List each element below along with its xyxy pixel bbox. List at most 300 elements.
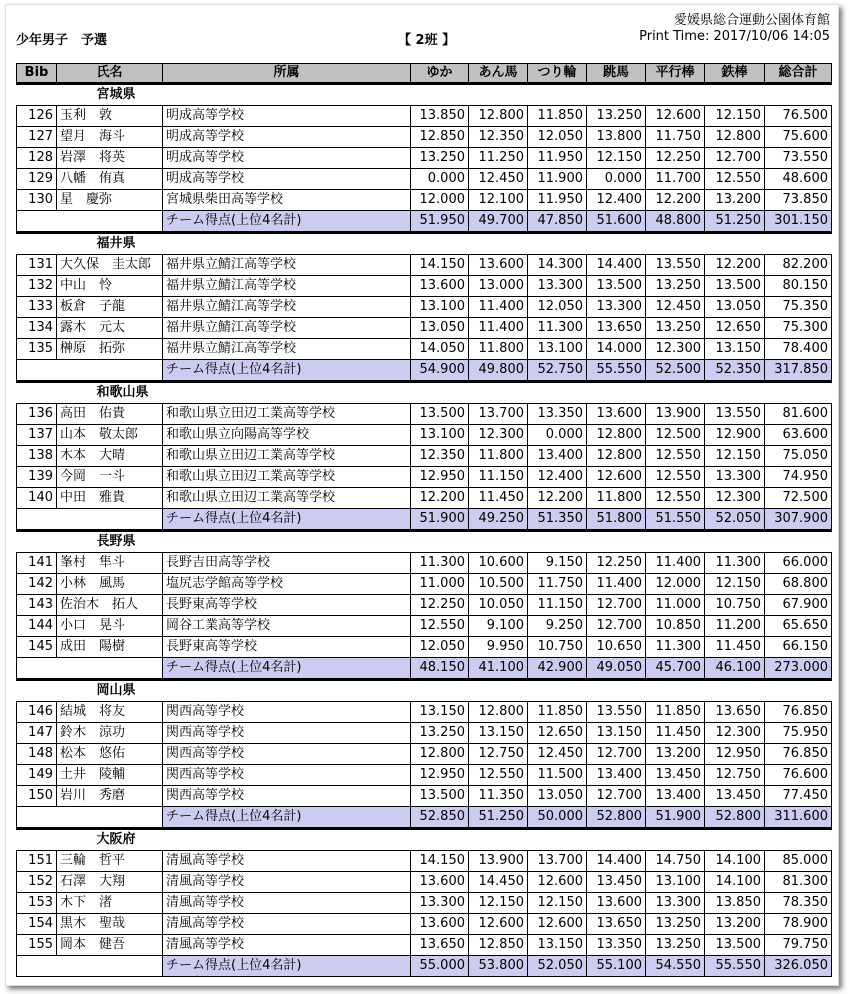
athlete-score: 11.750: [646, 127, 705, 148]
athlete-total: 72.500: [765, 488, 832, 509]
athlete-score: 13.350: [587, 935, 646, 956]
athlete-name: 玉利 敦: [57, 106, 163, 127]
athlete-score: 11.350: [469, 786, 528, 807]
athlete-score: 13.200: [705, 914, 765, 935]
athlete-score: 13.300: [646, 893, 705, 914]
athlete-score: 12.550: [646, 446, 705, 467]
athlete-name: 小口 晃斗: [57, 616, 163, 637]
athlete-score: 11.400: [587, 574, 646, 595]
athlete-score: 12.400: [528, 467, 587, 488]
print-time: Print Time: 2017/10/06 14:05: [639, 29, 830, 44]
team-score: 55.550: [705, 956, 765, 977]
team-score: 53.800: [469, 956, 528, 977]
athlete-row: [17, 404, 832, 425]
team-row-spacer: [17, 956, 163, 977]
group-label: 【 2班 】: [398, 33, 456, 48]
athlete-total: 78.350: [765, 893, 832, 914]
athlete-score: 13.000: [469, 276, 528, 297]
athlete-score: 12.150: [705, 446, 765, 467]
athlete-name: 岩川 秀磨: [57, 786, 163, 807]
athlete-score: 11.850: [646, 702, 705, 723]
athlete-total: 75.950: [765, 723, 832, 744]
team-score: 52.050: [705, 509, 765, 531]
athlete-name: 木本 大晴: [57, 446, 163, 467]
athlete-score: 9.250: [528, 616, 587, 637]
athlete-name: 高田 佑貴: [57, 404, 163, 425]
athlete-school: 明成高等学校: [163, 127, 411, 148]
athlete-score: 13.100: [528, 339, 587, 360]
team-score: 52.800: [587, 807, 646, 829]
athlete-total: 79.750: [765, 935, 832, 956]
prefecture-spacer: [17, 382, 57, 404]
athlete-total: 74.950: [765, 467, 832, 488]
athlete-name: 石澤 大翔: [57, 872, 163, 893]
athlete-score: 12.700: [705, 148, 765, 169]
athlete-school: 和歌山県立田辺工業高等学校: [163, 467, 411, 488]
team-score-row: [17, 956, 832, 977]
athlete-score: 12.600: [528, 872, 587, 893]
athlete-name: 望月 海斗: [57, 127, 163, 148]
team-score: 51.550: [646, 509, 705, 531]
athlete-score: 13.150: [528, 935, 587, 956]
athlete-row: [17, 169, 832, 190]
athlete-score: 12.200: [705, 255, 765, 276]
athlete-total: 76.850: [765, 702, 832, 723]
athlete-bib: 138: [17, 446, 57, 467]
athlete-bib: 153: [17, 893, 57, 914]
athlete-school: 岡谷工業高等学校: [163, 616, 411, 637]
athlete-score: 10.750: [705, 595, 765, 616]
athlete-score: 11.850: [528, 106, 587, 127]
athlete-score: 14.450: [469, 872, 528, 893]
athlete-score: 11.400: [469, 318, 528, 339]
athlete-score: 13.500: [411, 404, 469, 425]
athlete-name: 今岡 一斗: [57, 467, 163, 488]
athlete-row: [17, 106, 832, 127]
athlete-score: 14.100: [705, 851, 765, 872]
athlete-row: [17, 467, 832, 488]
team-score: 55.000: [411, 956, 469, 977]
athlete-bib: 141: [17, 553, 57, 574]
athlete-bib: 130: [17, 190, 57, 211]
team-score: 52.750: [528, 360, 587, 382]
athlete-row: [17, 276, 832, 297]
athlete-score: 12.000: [646, 574, 705, 595]
athlete-bib: 143: [17, 595, 57, 616]
athlete-score: 0.000: [528, 425, 587, 446]
athlete-row: [17, 637, 832, 658]
athlete-total: 66.000: [765, 553, 832, 574]
athlete-score: 13.700: [528, 851, 587, 872]
athlete-row: [17, 851, 832, 872]
team-score-row: [17, 658, 832, 680]
athlete-school: 関西高等学校: [163, 702, 411, 723]
athlete-score: 13.600: [411, 914, 469, 935]
athlete-school: 福井県立鯖江高等学校: [163, 339, 411, 360]
athlete-bib: 132: [17, 276, 57, 297]
team-score: 52.850: [411, 807, 469, 829]
athlete-score: 13.100: [646, 872, 705, 893]
athlete-name: 松本 悠佑: [57, 744, 163, 765]
athlete-score: 9.950: [469, 637, 528, 658]
athlete-score: 10.500: [469, 574, 528, 595]
athlete-name: 板倉 子龍: [57, 297, 163, 318]
prefecture-row: [17, 829, 832, 851]
athlete-score: 13.050: [528, 786, 587, 807]
athlete-score: 12.650: [705, 318, 765, 339]
athlete-score: 13.600: [587, 893, 646, 914]
team-score-label: チーム得点(上位4名計): [163, 509, 411, 531]
athlete-school: 関西高等学校: [163, 723, 411, 744]
athlete-score: 12.600: [646, 106, 705, 127]
athlete-row: [17, 339, 832, 360]
athlete-total: 85.000: [765, 851, 832, 872]
col-header-vault: 跳馬: [587, 64, 646, 84]
athlete-score: 13.650: [411, 935, 469, 956]
athlete-score: 13.300: [411, 893, 469, 914]
athlete-row: [17, 488, 832, 509]
athlete-score: 14.000: [587, 339, 646, 360]
team-total: 301.150: [765, 211, 832, 233]
team-row-spacer: [17, 360, 163, 382]
team-row-spacer: [17, 658, 163, 680]
athlete-row: [17, 595, 832, 616]
team-score: 45.700: [646, 658, 705, 680]
athlete-score: 14.400: [587, 851, 646, 872]
team-score: 47.850: [528, 211, 587, 233]
team-score: 55.550: [587, 360, 646, 382]
athlete-school: 清風高等学校: [163, 851, 411, 872]
athlete-bib: 137: [17, 425, 57, 446]
athlete-score: 12.700: [587, 595, 646, 616]
athlete-total: 81.600: [765, 404, 832, 425]
team-score: 52.500: [646, 360, 705, 382]
athlete-score: 11.950: [528, 190, 587, 211]
athlete-score: 11.450: [469, 488, 528, 509]
athlete-total: 68.800: [765, 574, 832, 595]
athlete-bib: 146: [17, 702, 57, 723]
col-header-affiliation: 所属: [163, 64, 411, 84]
athlete-school: 塩尻志学館高等学校: [163, 574, 411, 595]
athlete-bib: 144: [17, 616, 57, 637]
athlete-name: 山本 敬太郎: [57, 425, 163, 446]
team-score: 48.150: [411, 658, 469, 680]
athlete-name: 大久保 圭太郎: [57, 255, 163, 276]
prefecture-spacer: [17, 233, 57, 255]
athlete-row: [17, 127, 832, 148]
athlete-score: 12.300: [469, 425, 528, 446]
athlete-score: 13.650: [587, 914, 646, 935]
team-score: 52.050: [528, 956, 587, 977]
col-header-rings: つり輪: [528, 64, 587, 84]
athlete-name: 土井 陵輔: [57, 765, 163, 786]
team-score-row: [17, 360, 832, 382]
athlete-score: 12.350: [469, 127, 528, 148]
team-score: 41.100: [469, 658, 528, 680]
team-score: 54.900: [411, 360, 469, 382]
athlete-row: [17, 616, 832, 637]
athlete-score: 12.900: [705, 425, 765, 446]
athlete-score: 11.400: [646, 553, 705, 574]
athlete-bib: 154: [17, 914, 57, 935]
athlete-score: 0.000: [587, 169, 646, 190]
col-header-name: 氏名: [57, 64, 163, 84]
athlete-score: 12.050: [528, 297, 587, 318]
prefecture-row: [17, 382, 832, 404]
team-score: 51.900: [411, 509, 469, 531]
athlete-row: [17, 744, 832, 765]
team-score-label: チーム得点(上位4名計): [163, 658, 411, 680]
team-score: 51.350: [528, 509, 587, 531]
team-score: 52.350: [705, 360, 765, 382]
athlete-bib: 139: [17, 467, 57, 488]
athlete-school: 和歌山県立田辺工業高等学校: [163, 488, 411, 509]
athlete-school: 関西高等学校: [163, 765, 411, 786]
athlete-school: 清風高等学校: [163, 893, 411, 914]
athlete-score: 10.650: [587, 637, 646, 658]
prefecture-name: 大阪府: [57, 829, 832, 851]
athlete-score: 13.250: [411, 723, 469, 744]
athlete-bib: 152: [17, 872, 57, 893]
athlete-score: 13.650: [587, 318, 646, 339]
athlete-score: 12.450: [528, 744, 587, 765]
athlete-score: 13.300: [528, 276, 587, 297]
athlete-score: 12.250: [587, 553, 646, 574]
athlete-bib: 134: [17, 318, 57, 339]
athlete-score: 12.100: [469, 190, 528, 211]
prefecture-name: 宮城県: [57, 84, 832, 106]
athlete-score: 12.150: [469, 893, 528, 914]
athlete-bib: 128: [17, 148, 57, 169]
team-score: 51.900: [646, 807, 705, 829]
athlete-score: 11.400: [469, 297, 528, 318]
athlete-score: 13.450: [705, 786, 765, 807]
athlete-school: 明成高等学校: [163, 169, 411, 190]
col-header-high-bar: 鉄棒: [705, 64, 765, 84]
athlete-school: 和歌山県立向陽高等学校: [163, 425, 411, 446]
team-total: 317.850: [765, 360, 832, 382]
athlete-score: 13.850: [411, 106, 469, 127]
athlete-score: 13.600: [411, 872, 469, 893]
athlete-school: 宮城県柴田高等学校: [163, 190, 411, 211]
athlete-score: 14.150: [411, 255, 469, 276]
athlete-score: 11.950: [528, 148, 587, 169]
prefecture-name: 和歌山県: [57, 382, 832, 404]
athlete-score: 13.550: [646, 255, 705, 276]
athlete-score: 13.800: [587, 127, 646, 148]
athlete-score: 13.300: [587, 297, 646, 318]
athlete-score: 12.450: [646, 297, 705, 318]
athlete-total: 73.850: [765, 190, 832, 211]
athlete-score: 11.300: [528, 318, 587, 339]
athlete-score: 12.850: [411, 127, 469, 148]
athlete-score: 12.600: [528, 914, 587, 935]
athlete-score: 9.100: [469, 616, 528, 637]
athlete-name: 榊原 拓弥: [57, 339, 163, 360]
team-score-label: チーム得点(上位4名計): [163, 807, 411, 829]
athlete-bib: 155: [17, 935, 57, 956]
results-table: [16, 63, 832, 977]
athlete-score: 12.000: [411, 190, 469, 211]
athlete-score: 13.600: [469, 255, 528, 276]
athlete-score: 12.850: [469, 935, 528, 956]
team-score-label: チーム得点(上位4名計): [163, 360, 411, 382]
athlete-name: 岩澤 将英: [57, 148, 163, 169]
col-header-floor: ゆか: [411, 64, 469, 84]
prefecture-row: [17, 531, 832, 553]
athlete-score: 12.950: [411, 467, 469, 488]
prefecture-spacer: [17, 531, 57, 553]
athlete-score: 14.100: [705, 872, 765, 893]
athlete-score: 11.150: [469, 467, 528, 488]
athlete-score: 12.800: [587, 446, 646, 467]
team-score: 51.250: [705, 211, 765, 233]
results-sheet: [5, 4, 839, 986]
athlete-score: 12.150: [528, 893, 587, 914]
athlete-score: 13.250: [646, 276, 705, 297]
team-score: 54.550: [646, 956, 705, 977]
team-total: 326.050: [765, 956, 832, 977]
athlete-score: 12.750: [705, 765, 765, 786]
athlete-score: 12.700: [587, 616, 646, 637]
athlete-score: 11.850: [528, 702, 587, 723]
athlete-total: 75.350: [765, 297, 832, 318]
team-score: 51.800: [587, 509, 646, 531]
athlete-score: 12.150: [705, 574, 765, 595]
athlete-score: 12.800: [587, 425, 646, 446]
athlete-score: 13.400: [587, 765, 646, 786]
prefecture-name: 福井県: [57, 233, 832, 255]
athlete-score: 13.450: [587, 872, 646, 893]
athlete-name: 峯村 隼斗: [57, 553, 163, 574]
athlete-score: 11.450: [646, 723, 705, 744]
athlete-score: 12.500: [646, 425, 705, 446]
athlete-score: 13.350: [528, 404, 587, 425]
athlete-score: 12.250: [646, 148, 705, 169]
team-total: 307.900: [765, 509, 832, 531]
athlete-row: [17, 553, 832, 574]
team-score: 46.100: [705, 658, 765, 680]
athlete-score: 14.050: [411, 339, 469, 360]
athlete-score: 12.600: [587, 467, 646, 488]
team-total: 311.600: [765, 807, 832, 829]
athlete-score: 12.700: [587, 786, 646, 807]
athlete-score: 12.200: [646, 190, 705, 211]
athlete-score: 9.150: [528, 553, 587, 574]
team-score-row: [17, 509, 832, 531]
athlete-total: 77.450: [765, 786, 832, 807]
athlete-bib: 145: [17, 637, 57, 658]
athlete-score: 10.850: [646, 616, 705, 637]
column-header-row: [17, 64, 832, 84]
team-score-label: チーム得点(上位4名計): [163, 956, 411, 977]
athlete-score: 13.550: [587, 702, 646, 723]
team-score: 49.050: [587, 658, 646, 680]
athlete-score: 13.150: [587, 723, 646, 744]
athlete-row: [17, 702, 832, 723]
athlete-score: 12.300: [705, 488, 765, 509]
athlete-total: 76.600: [765, 765, 832, 786]
athlete-school: 和歌山県立田辺工業高等学校: [163, 446, 411, 467]
athlete-total: 66.150: [765, 637, 832, 658]
athlete-total: 75.300: [765, 318, 832, 339]
athlete-total: 67.900: [765, 595, 832, 616]
athlete-bib: 151: [17, 851, 57, 872]
athlete-row: [17, 446, 832, 467]
athlete-score: 13.550: [705, 404, 765, 425]
athlete-score: 12.550: [469, 765, 528, 786]
athlete-score: 11.800: [469, 446, 528, 467]
athlete-bib: 150: [17, 786, 57, 807]
team-score-row: [17, 211, 832, 233]
athlete-total: 82.200: [765, 255, 832, 276]
col-header-parallel-bars: 平行棒: [646, 64, 705, 84]
athlete-bib: 135: [17, 339, 57, 360]
team-score: 51.600: [587, 211, 646, 233]
team-score: 55.100: [587, 956, 646, 977]
athlete-score: 12.400: [587, 190, 646, 211]
athlete-row: [17, 893, 832, 914]
prefecture-name: 岡山県: [57, 680, 832, 702]
athlete-score: 11.200: [705, 616, 765, 637]
athlete-school: 和歌山県立田辺工業高等学校: [163, 404, 411, 425]
athlete-score: 13.600: [587, 404, 646, 425]
athlete-score: 13.400: [646, 786, 705, 807]
athlete-total: 48.600: [765, 169, 832, 190]
athlete-score: 13.500: [411, 786, 469, 807]
athlete-score: 13.900: [469, 851, 528, 872]
athlete-score: 12.450: [469, 169, 528, 190]
athlete-score: 11.750: [528, 574, 587, 595]
athlete-bib: 148: [17, 744, 57, 765]
athlete-score: 10.600: [469, 553, 528, 574]
athlete-bib: 127: [17, 127, 57, 148]
venue-name: 愛媛県総合運動公園体育館: [673, 13, 830, 28]
athlete-score: 13.850: [705, 893, 765, 914]
athlete-score: 13.500: [705, 935, 765, 956]
athlete-score: 14.150: [411, 851, 469, 872]
athlete-score: 12.800: [705, 127, 765, 148]
results-body: [17, 84, 832, 977]
athlete-score: 12.800: [469, 702, 528, 723]
athlete-total: 75.050: [765, 446, 832, 467]
team-score: 52.800: [705, 807, 765, 829]
team-score: 51.950: [411, 211, 469, 233]
athlete-score: 12.150: [587, 148, 646, 169]
athlete-school: 長野東高等学校: [163, 595, 411, 616]
athlete-score: 12.200: [528, 488, 587, 509]
athlete-score: 12.250: [411, 595, 469, 616]
athlete-row: [17, 297, 832, 318]
athlete-name: 小林 風馬: [57, 574, 163, 595]
athlete-school: 福井県立鯖江高等学校: [163, 255, 411, 276]
team-score: 50.000: [528, 807, 587, 829]
athlete-school: 福井県立鯖江高等学校: [163, 276, 411, 297]
athlete-score: 11.700: [646, 169, 705, 190]
athlete-school: 長野吉田高等学校: [163, 553, 411, 574]
prefecture-name: 長野県: [57, 531, 832, 553]
athlete-score: 13.250: [646, 935, 705, 956]
athlete-score: 11.300: [646, 637, 705, 658]
athlete-score: 13.050: [705, 297, 765, 318]
team-score: 48.800: [646, 211, 705, 233]
athlete-school: 関西高等学校: [163, 744, 411, 765]
athlete-name: 鈴木 涼功: [57, 723, 163, 744]
athlete-row: [17, 935, 832, 956]
athlete-row: [17, 872, 832, 893]
team-score-row: [17, 807, 832, 829]
athlete-score: 12.950: [705, 744, 765, 765]
